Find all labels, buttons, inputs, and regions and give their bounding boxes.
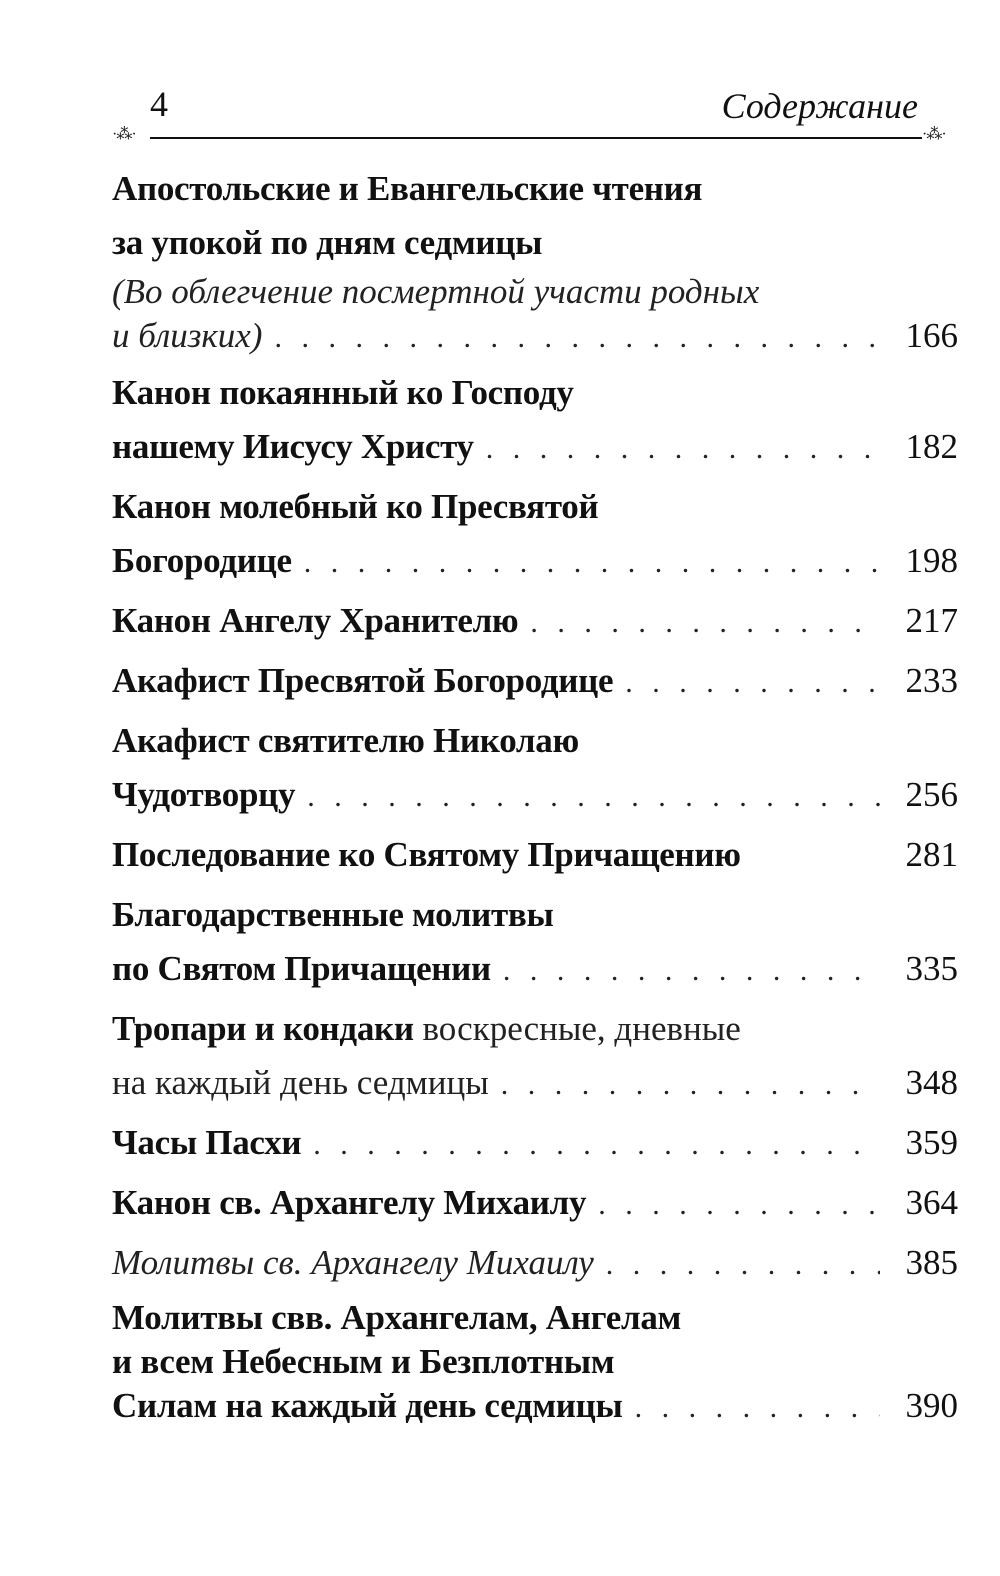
toc-entry-subtitle: и близких) (112, 316, 263, 355)
toc-entry-description: воскресные, дневные (422, 1009, 741, 1048)
toc-entry-title: Богородице (112, 541, 292, 580)
toc-entry-subtitle: (Во облегчение посмертной участи родных (112, 272, 760, 311)
toc-entry (112, 480, 958, 588)
toc-entry-title: Чудотворцу (112, 775, 296, 814)
toc-entry (112, 1236, 958, 1290)
toc-entry-title: Апостольские и Евангельские чтения (112, 169, 703, 208)
dot-leader (598, 1178, 880, 1232)
dot-leader (313, 1118, 880, 1172)
toc-page-number: 233 (905, 661, 958, 700)
toc-entry (112, 366, 958, 474)
toc-entry-title: Благодарственные молитвы (112, 895, 554, 934)
toc-page-number: 217 (905, 601, 958, 640)
toc-entry-title: и всем Небесным и Безплотным (112, 1342, 615, 1381)
toc-entry-description: на каждый день седмицы (112, 1063, 489, 1102)
toc-entry (112, 1002, 958, 1110)
dot-leader (274, 316, 880, 360)
toc-entry-title: по Святом Причащении (112, 949, 491, 988)
toc-page-number: 348 (905, 1063, 958, 1102)
toc-entry (112, 714, 958, 822)
toc-entry (112, 162, 958, 358)
dot-leader (501, 1058, 880, 1112)
toc-entry-title: Силам на каждый день седмицы (112, 1386, 623, 1425)
toc-entry-title: Канон покаянный ко Господу (112, 373, 574, 412)
toc-entry (112, 654, 958, 708)
running-title: Содержание (721, 86, 918, 126)
toc-entry-title: за упокой по дням седмицы (112, 223, 543, 262)
header-divider (150, 137, 922, 139)
toc-page-number: 166 (905, 316, 958, 355)
toc-entry-title: нашему Иисусу Христу (112, 427, 474, 466)
toc-entry-title: Акафист святителю Николаю (112, 721, 579, 760)
dot-leader (503, 944, 880, 998)
dot-leader (307, 770, 880, 824)
toc-page-number: 364 (905, 1183, 958, 1222)
dot-leader (635, 1386, 880, 1430)
dot-leader (530, 596, 880, 650)
toc-entry-title: Тропари и кондаки (112, 1009, 414, 1048)
toc-page-number: 335 (905, 949, 958, 988)
toc-entry-title: Канон св. Архангелу Михаилу (112, 1183, 587, 1222)
toc-page-number: 198 (905, 541, 958, 580)
page-number: 4 (150, 84, 168, 124)
dot-leader (625, 656, 880, 710)
table-of-contents (112, 162, 958, 1434)
ornament-left-icon: ·⁂· (112, 126, 136, 143)
toc-entry (112, 1176, 958, 1230)
toc-page-number: 390 (905, 1386, 958, 1425)
toc-page-number: 385 (905, 1243, 958, 1282)
toc-page-number: 182 (905, 427, 958, 466)
dot-leader (486, 422, 880, 476)
toc-page-number: 359 (905, 1123, 958, 1162)
toc-page-number: 281 (905, 835, 958, 874)
toc-entry (112, 828, 958, 882)
toc-entry (112, 888, 958, 996)
toc-entry (112, 1116, 958, 1170)
dot-leader (606, 1238, 880, 1292)
dot-leader (304, 536, 880, 590)
toc-entry (112, 1296, 958, 1428)
toc-entry-title: Акафист Пресвятой Богородице (112, 661, 614, 700)
toc-entry-title: Канон молебный ко Пресвятой (112, 487, 599, 526)
toc-page-number: 256 (905, 775, 958, 814)
toc-entry-title: Молитвы св. Архангелу Михаилу (112, 1243, 594, 1282)
ornament-right-icon: ·⁂· (922, 126, 946, 143)
toc-entry (112, 594, 958, 648)
toc-entry-title: Часы Пасхи (112, 1123, 302, 1162)
toc-entry-title: Канон Ангелу Хранителю (112, 601, 519, 640)
toc-entry-title: Последование ко Святому Причащению (112, 835, 741, 874)
toc-entry-title: Молитвы свв. Архангелам, Ангелам (112, 1298, 682, 1337)
